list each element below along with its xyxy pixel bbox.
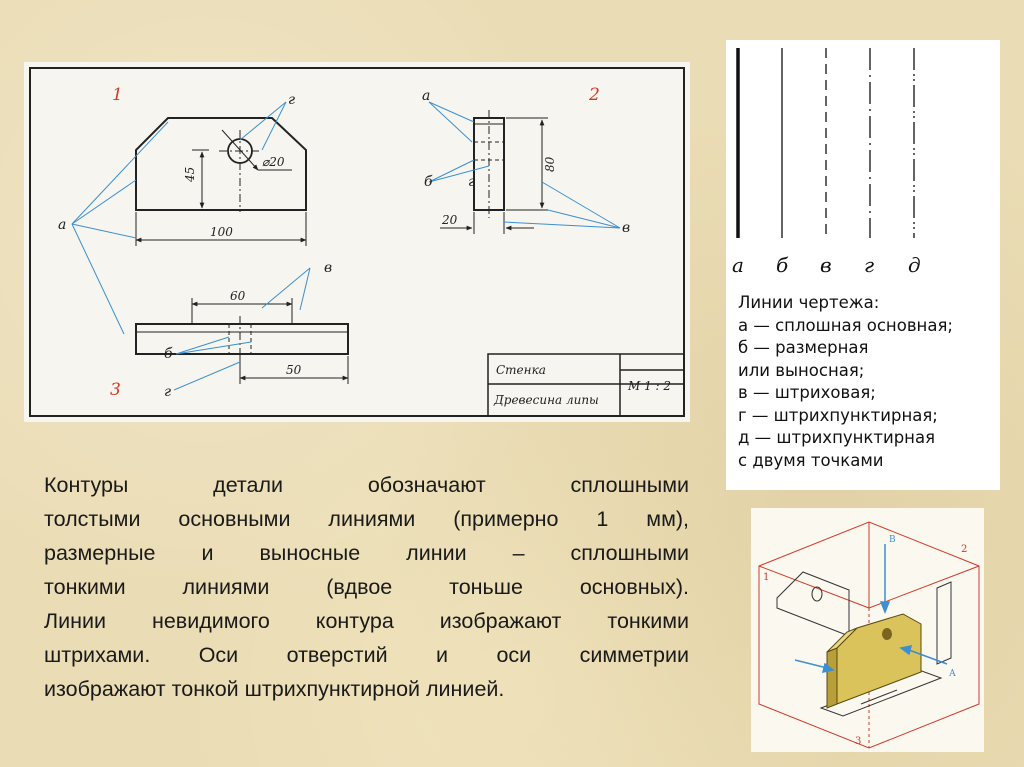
title-block-material: Древесина липы <box>494 393 599 407</box>
wooden-part <box>827 614 921 708</box>
line-letter-a: а <box>732 253 744 277</box>
text-line: тонкими линиями (вдвое тоньше основных). <box>44 575 689 599</box>
iso-label-a: А <box>949 669 956 679</box>
text-line: изображают тонкой штрихпунктирной линией. <box>44 677 505 701</box>
front-view-axes <box>219 130 261 212</box>
iso-label-v: В <box>889 535 896 545</box>
legend-item: в — штриховая; <box>738 383 876 402</box>
dim-60: 60 <box>230 289 246 303</box>
legend-heading: Линии чертежа: <box>738 293 880 312</box>
view-number-3: 3 <box>110 380 121 400</box>
text-line: штрихами. Оси отверстий и оси симметрии <box>44 643 689 667</box>
iso-label-3: 3 <box>855 736 862 747</box>
title-block-scale: М 1 : 2 <box>628 379 672 393</box>
line-letter-g: г <box>864 253 875 277</box>
legend-item: б — размерная <box>738 338 869 357</box>
legend-item: с двумя точками <box>738 450 884 470</box>
technical-drawing <box>24 62 690 422</box>
callout-a-left: а <box>58 217 67 233</box>
isometric-illustration <box>751 508 984 752</box>
legend-text <box>738 292 1000 472</box>
legend-item: а — сплошная основная; <box>738 315 953 335</box>
line-samples-svg <box>726 40 1000 290</box>
callout-g-right: г <box>468 174 476 190</box>
text-line: толстыми основными линиями (примерно 1 мм), <box>44 507 689 531</box>
title-block-name: Стенка <box>496 363 546 377</box>
isometric-svg <box>751 508 984 752</box>
line-letter-v: в <box>820 253 832 277</box>
callout-v-mid: в <box>324 260 333 276</box>
dim-100: 100 <box>210 225 233 239</box>
callout-lines <box>72 102 620 390</box>
callout-b-right: б <box>424 174 433 190</box>
dim-80: 80 <box>543 156 557 172</box>
side-projection <box>937 582 951 664</box>
view-number-2: 2 <box>589 85 600 105</box>
callout-a-right: а <box>422 88 431 104</box>
drawing-svg <box>24 62 690 422</box>
dim-20: 20 <box>442 213 458 227</box>
iso-label-1: 1 <box>763 572 770 583</box>
front-projection <box>777 572 849 636</box>
callout-b-bottom: б <box>164 346 173 362</box>
line-types-legend <box>726 40 1000 490</box>
iso-label-2: 2 <box>961 544 968 555</box>
legend-item: или выносная; <box>738 360 865 380</box>
text-line: Линии невидимого контура изображают тонкими <box>44 609 689 633</box>
drawing-frame <box>30 68 684 416</box>
dim-50: 50 <box>286 363 302 377</box>
text-line: Контуры детали обозначают сплошными <box>44 473 689 497</box>
line-letter-b: б <box>776 253 789 277</box>
line-letter-d: д <box>908 253 921 277</box>
callout-v-right: в <box>622 220 631 236</box>
text-line: размерные и выносные линии – сплошными <box>44 541 689 565</box>
dim-20-hole: ⌀20 <box>262 155 285 169</box>
legend-item: д — штрихпунктирная <box>738 428 936 447</box>
dim-45: 45 <box>183 166 197 182</box>
view-number-1: 1 <box>112 85 123 105</box>
callout-g-bottom: г <box>164 384 172 400</box>
main-explanation-text <box>44 468 689 706</box>
top-view-lines <box>136 298 348 384</box>
legend-item: г — штрихпунктирная; <box>738 405 938 425</box>
callout-g-top: г <box>288 92 296 108</box>
